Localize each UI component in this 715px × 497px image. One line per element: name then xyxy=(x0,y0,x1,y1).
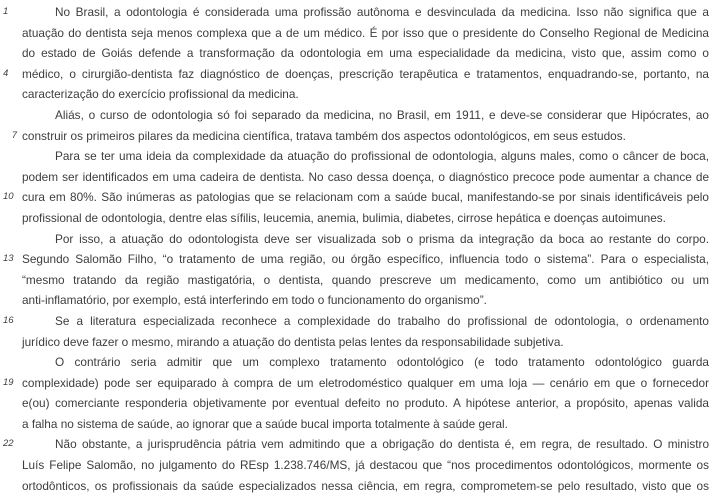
line-text: “mesmo tratando da região mastigatória, o dentista, quando prescreve um medicamento, como um antibiótico ou um xyxy=(22,272,709,287)
text-line xyxy=(11,126,709,147)
text-line xyxy=(22,414,709,435)
line-number: 10 xyxy=(3,191,14,203)
line-text: jurídico deve fazer o mesmo, mirando a atuação do dentista pelas lentes da responsabilidade subjetiva. xyxy=(22,334,564,349)
text-line xyxy=(22,84,709,105)
line-text: e(ou) comerciante responderia objetivamente por eventual defeito no produto. A hipótese anterior, a propósito, apenas valida xyxy=(22,396,709,411)
line-text: Segundo Salomão Filho, “o tratamento de uma região, ou órgão específico, influencia todo o sistema”. Para o especialista, xyxy=(22,252,709,267)
reading-passage xyxy=(3,2,709,496)
text-line xyxy=(3,373,709,394)
text-line xyxy=(22,167,709,188)
line-text: No Brasil, a odontologia é considerada uma profissão autônoma e desvinculada da medicina. Isso não significa que a xyxy=(55,5,709,19)
line-text: do estado de Goiás defende a transformação da odontologia em uma especialidade da medicina, visto que, assim como o xyxy=(22,46,709,61)
text-line xyxy=(22,208,709,229)
line-text: Por isso, a atuação do odontologista deve ser visualizada sob o prisma da integração da boca ao restante do corpo. xyxy=(55,231,709,246)
line-text: profissional de odontologia, dentre elas sífilis, leucemia, anemia, bulimia, diabetes, cirrose hepática e doenças autoimunes. xyxy=(22,210,666,225)
line-text: anti-inflamatório, por exemplo, está interferindo em todo o funcionamento do organismo”. xyxy=(22,293,487,308)
line-text: cura em 80%. São inúmeras as patologias que se relacionam com a saúde bucal, manifestando-se por sinais identificáveis pelo xyxy=(22,190,709,205)
line-text: médico, o cirurgião-dentista faz diagnóstico de doenças, prescrição terapêutica e tratamentos, enquadrando-se, portanto, na xyxy=(22,66,709,81)
line-text: O contrário seria admitir que um complexo tratamento odontológico (e todo tratamento odontológico guarda xyxy=(55,355,709,370)
line-text: podem ser identificados em uma cadeira de dentista. No caso dessa doença, o diagnóstico precoce pode aumentar a chance de xyxy=(22,169,709,184)
line-number: 22 xyxy=(3,438,14,450)
text-line xyxy=(22,290,709,311)
text-line xyxy=(3,434,709,455)
text-line xyxy=(22,105,709,126)
line-number: 16 xyxy=(3,314,14,326)
line-number: 7 xyxy=(11,129,17,141)
line-text: Para se ter uma ideia da complexidade da atuação do profissional de odontologia, alguns males, como o câncer de boca, xyxy=(55,149,709,164)
line-text: Não obstante, a jurisprudência pátria vem admitindo que a obrigação do dentista é, em regra, de resultado. O ministro xyxy=(55,437,709,452)
line-text: Aliás, o curso de odontologia só foi separado da medicina, no Brasil, em 1911, e deve-se considerar que Hipócrates, ao xyxy=(55,107,709,122)
line-text: complexidade) pode ser equiparado à compra de um eletrodoméstico qualquer em uma loja — cenário em que o fornecedor xyxy=(22,375,709,390)
text-line xyxy=(22,229,709,250)
line-text: a falha no sistema de saúde, ao ignorar que a saúde bucal importa totalmente à saúde geral. xyxy=(22,416,508,431)
text-line xyxy=(22,455,709,476)
text-line xyxy=(3,64,709,85)
text-line xyxy=(22,23,709,44)
text-line xyxy=(22,352,709,373)
text-line xyxy=(3,2,709,23)
text-line xyxy=(22,476,709,497)
line-number: 1 xyxy=(3,6,9,17)
line-text: atuação do dentista seja menos complexa que a de um médico. É por isso que o presidente do Conselho Regional de Medicina xyxy=(22,25,709,40)
text-line xyxy=(22,43,709,64)
text-line xyxy=(3,311,709,332)
line-text: construir os primeiros pilares da medicina científica, tratava também dos aspectos odontológicos, em seus estudos. xyxy=(22,128,626,143)
line-number: 19 xyxy=(3,376,14,388)
text-line xyxy=(22,393,709,414)
text-line xyxy=(22,270,709,291)
line-text: caracterização do exercício profissional da medicina. xyxy=(22,87,299,102)
line-number: 13 xyxy=(3,253,14,265)
line-text: Se a literatura especializada reconhece a complexidade do trabalho do profissional de odontologia, o ordenamento xyxy=(55,313,709,328)
text-line xyxy=(22,146,709,167)
line-number: 4 xyxy=(3,67,9,79)
line-text: ortodônticos, os profissionais da saúde especializados nessa ciência, em regra, comprometem-se pelo resultado, visto que os xyxy=(22,478,709,493)
line-text: Luís Felipe Salomão, no julgamento do REsp 1.238.746/MS, já destacou que “nos procedimentos odontológicos, mormente os xyxy=(22,458,709,473)
text-line xyxy=(3,187,709,208)
text-line xyxy=(3,249,709,270)
text-line xyxy=(22,332,709,353)
